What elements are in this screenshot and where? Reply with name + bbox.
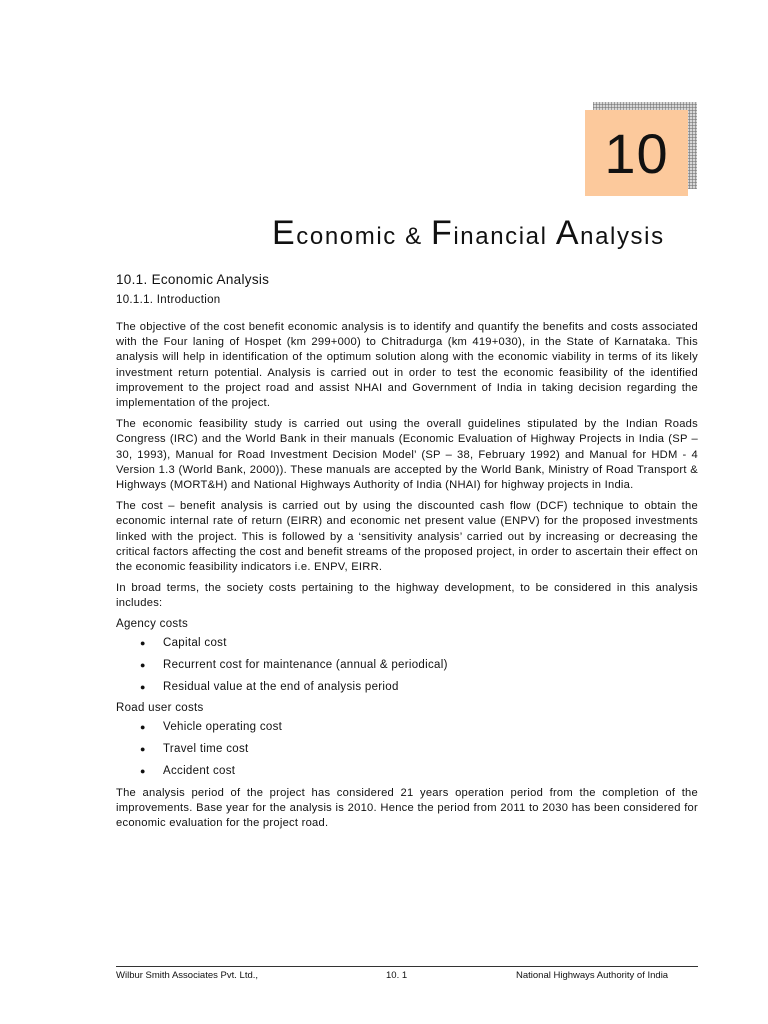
paragraph-cost-benefit: The cost – benefit analysis is carried out by using the discounted cash flow (DCF) technique to obtain the economic internal rate of return (EIRR) and economic net present value (ENPV) for the proposed investments linked with the project. This is followed by a ‘sensitivity analysis’ carried out by increasing or decreasing the critical factors affecting the cost and benefit streams of the proposed project, in order to ascertain their effect on the economic feasibility indicators i.e. ENPV, EIRR. <box>116 500 698 574</box>
bullet-icon: ● <box>140 659 146 670</box>
chapter-number-box <box>585 110 688 196</box>
section-heading: 10.1. Economic Analysis <box>116 272 270 287</box>
footer-divider <box>116 966 698 967</box>
title-cap-2: F <box>431 214 454 252</box>
bullet-icon: ● <box>140 743 146 754</box>
list-item: ● Residual value at the end of analysis period <box>140 680 399 693</box>
title-rest-1: conomic & <box>296 223 431 250</box>
list-item: ● Travel time cost <box>140 742 249 755</box>
list-item: ● Accident cost <box>140 764 236 777</box>
agency-costs-label: Agency costs <box>116 617 188 630</box>
paragraph-analysis-period: The analysis period of the project has considered 21 years operation period from the completion of the improvements. Base year for the analysis is 2010. Hence the period from 2011 to 2030 has been considered for economic evaluation for the project road. <box>116 786 698 830</box>
title-rest-2: inancial <box>453 223 556 250</box>
road-user-costs-list <box>116 720 698 779</box>
paragraph-guidelines: The economic feasibility study is carried out using the overall guidelines stipulated by the Indian Roads Congress (IRC) and the World Bank in their manuals (Economic Evaluation of Highway Projects in India (SP – 30, 1993), Manual for Road Investment Decision Model’ (SP – 38, February 1992) and Manual for HDM - 4 Version 1.3 (World Bank, 2000)). These manuals are accepted by the World Bank, Ministry of Road Transport & Highways (MORT&H) and National Highways Authority of India (NHAI) for highway projects in India. <box>116 418 698 492</box>
bullet-icon: ● <box>140 637 146 648</box>
page-content <box>116 272 698 837</box>
footer-company: Wilbur Smith Associates Pvt. Ltd., <box>116 970 259 981</box>
bullet-icon: ● <box>140 681 146 692</box>
paragraph-society-costs: In broad terms, the society costs pertaining to the highway development, to be considered in this analysis includes: <box>116 582 698 610</box>
title-cap-3: A <box>555 214 581 252</box>
bullet-icon: ● <box>140 721 146 732</box>
subsection-heading: 10.1.1. Introduction <box>116 294 221 306</box>
paragraph-objective: The objective of the cost benefit economic analysis is to identify and quantify the benefits and costs associated with the Four laning of Hospet (km 299+000) to Chitradurga (km 419+030), in the State of Karnataka. This analysis will help in identification of the optimum solution along with the economic viability in terms of its likely investment return potential. Analysis is carried out in order to test the economic feasibility of the identified improvement to the project road and assist NHAI and Government of India in taking decision regarding the implementation of the project. <box>116 321 698 410</box>
chapter-title <box>272 214 665 253</box>
footer-client: National Highways Authority of India <box>516 970 669 981</box>
list-item: ● Capital cost <box>140 636 227 649</box>
title-cap-1: E <box>272 214 297 252</box>
road-user-costs-label: Road user costs <box>116 701 204 714</box>
list-item: ● Recurrent cost for maintenance (annual & periodical) <box>140 658 448 671</box>
footer-page-number: 10. 1 <box>386 970 408 981</box>
agency-costs-list <box>116 636 698 695</box>
title-rest-3: nalysis <box>580 223 665 250</box>
bullet-icon: ● <box>140 765 146 776</box>
list-item: ● Vehicle operating cost <box>140 720 283 733</box>
chapter-number: 10 <box>604 121 669 185</box>
